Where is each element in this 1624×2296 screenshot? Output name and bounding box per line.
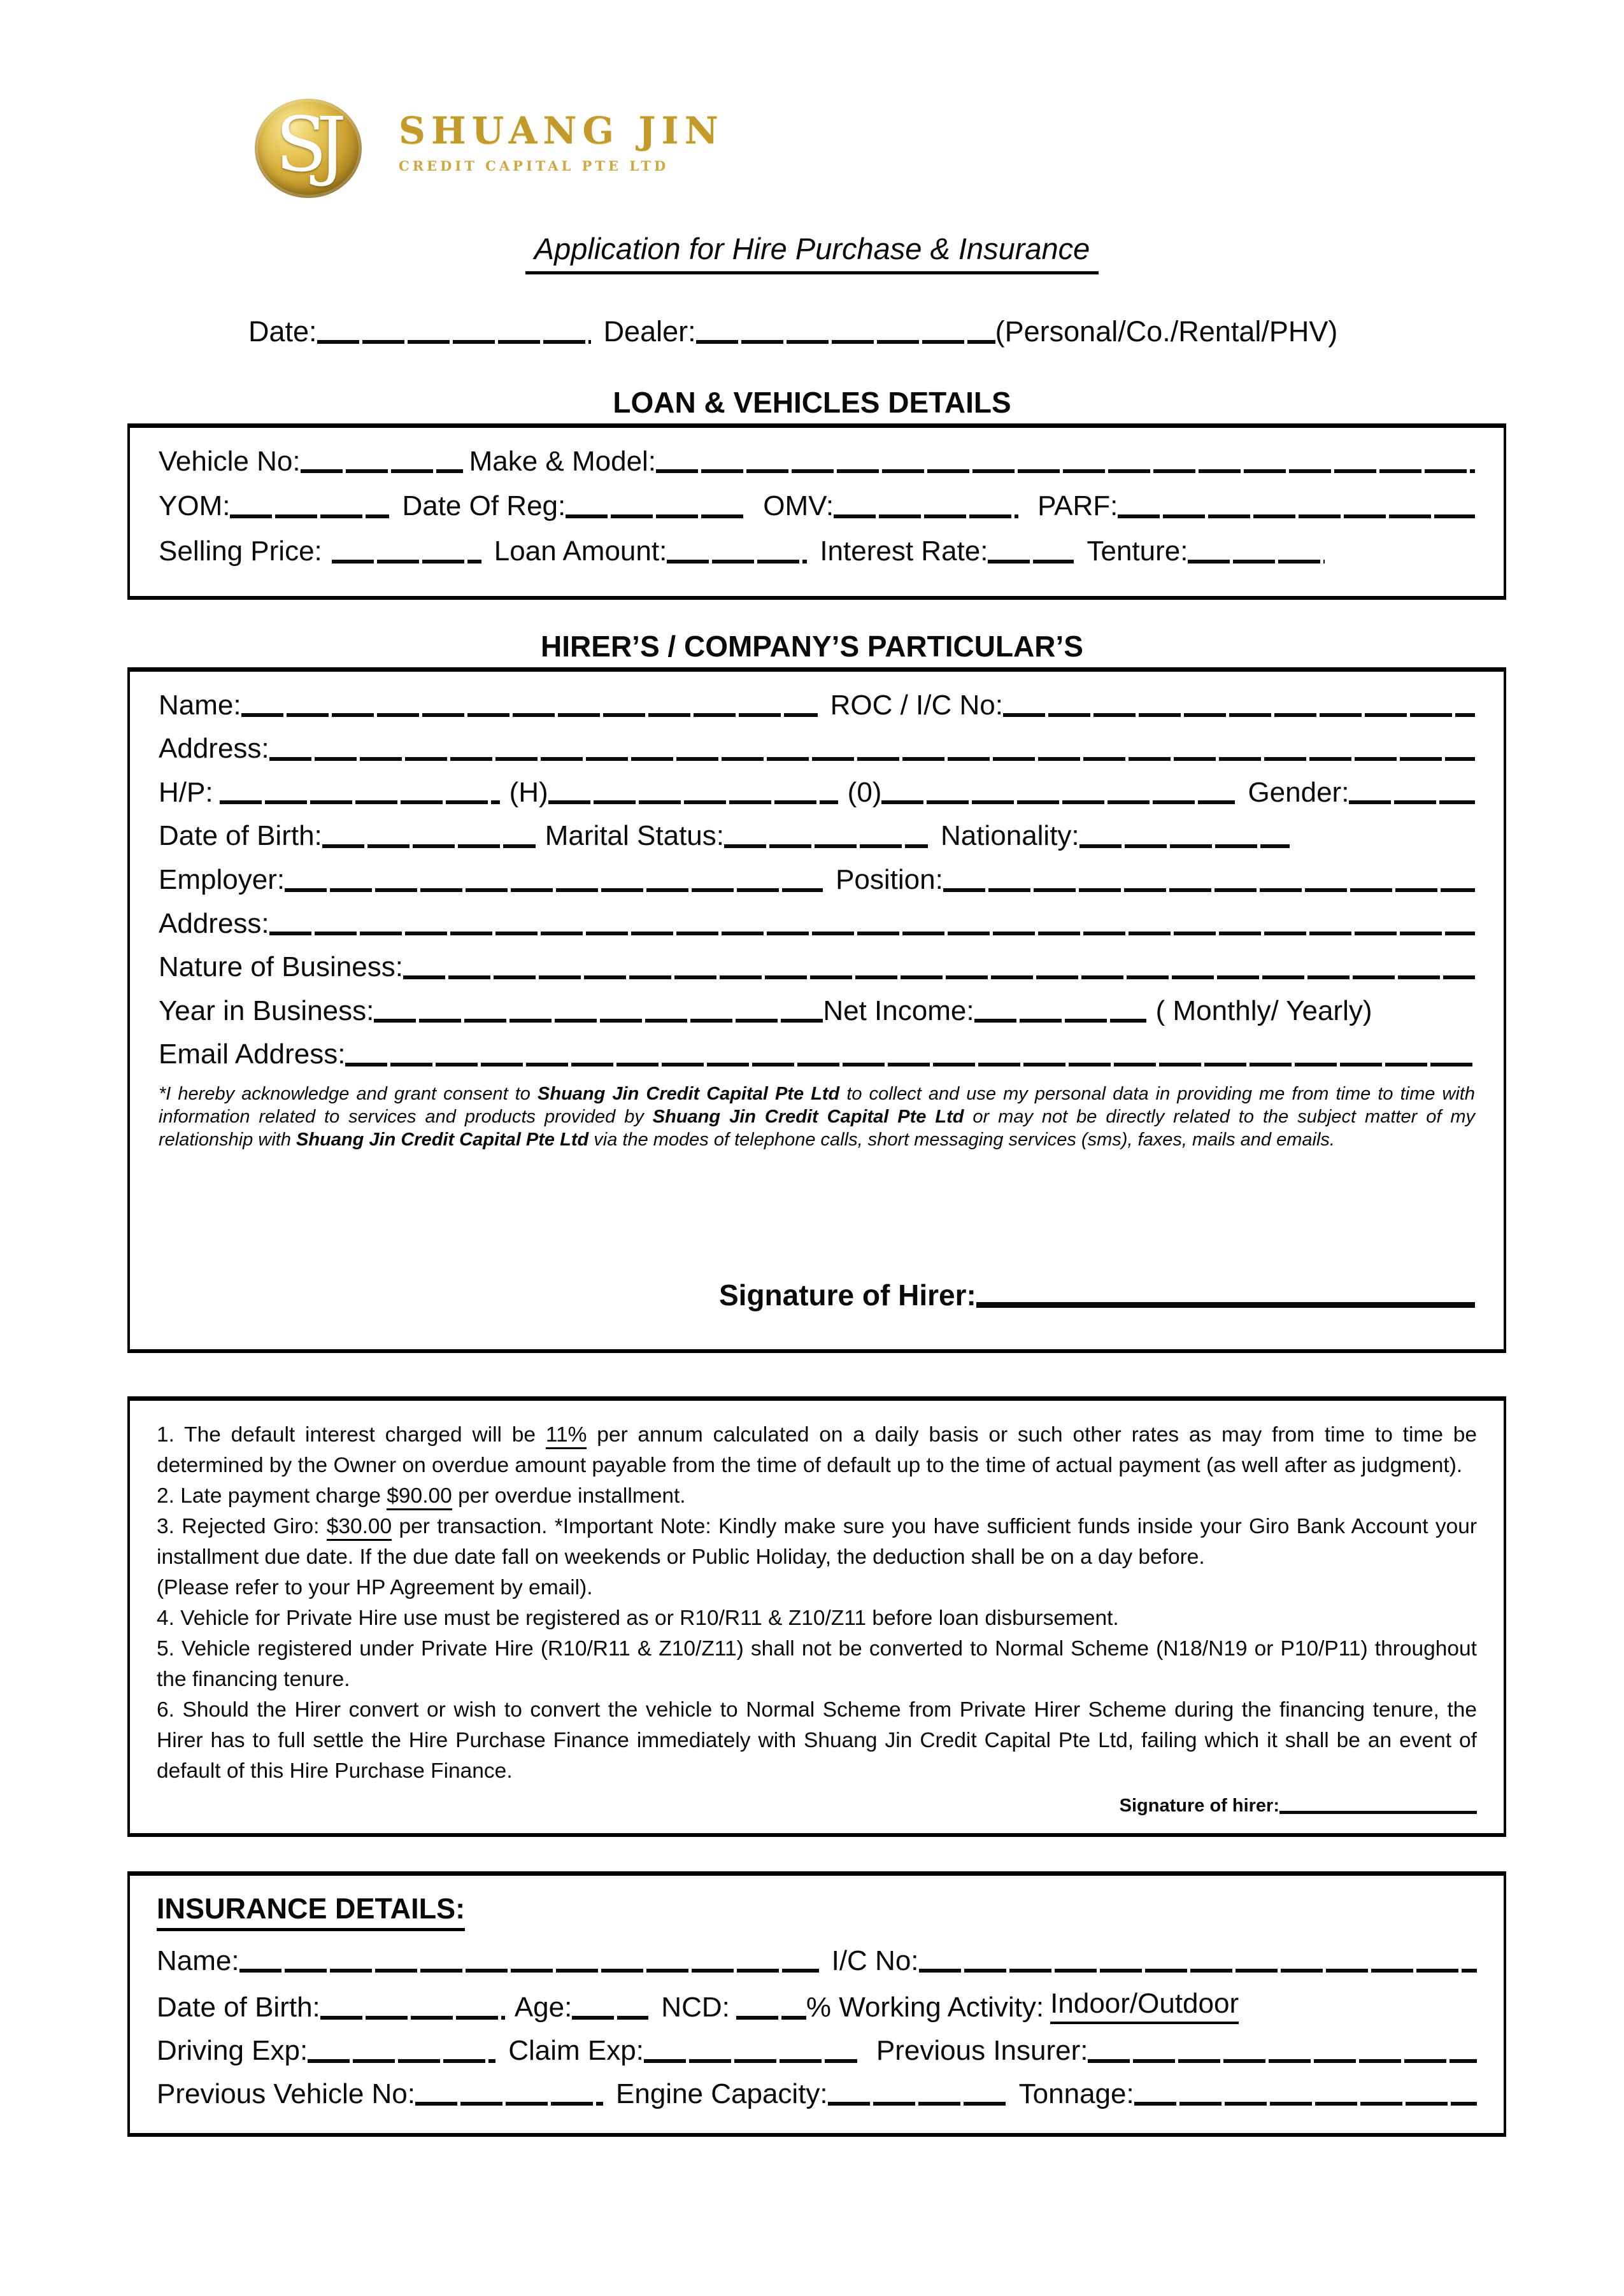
date-label: Date: bbox=[248, 315, 317, 348]
brand-name: SHUANG JIN bbox=[399, 109, 724, 153]
terms-box bbox=[127, 1396, 1506, 1837]
brand-subtitle: CREDIT CAPITAL PTE LTD bbox=[399, 157, 669, 174]
form-title bbox=[0, 231, 1624, 274]
home-phone-label: (H) bbox=[509, 776, 548, 808]
dob-label: Date of Birth: bbox=[159, 820, 322, 852]
insurance-dob-row bbox=[157, 1988, 1477, 2024]
omv-label: OMV: bbox=[763, 490, 834, 522]
parf-label: PARF: bbox=[1037, 490, 1118, 522]
office-phone-blank[interactable] bbox=[881, 800, 1235, 804]
applicant-type-note: (Personal/Co./Rental/PHV) bbox=[995, 315, 1338, 348]
insured-dob-blank[interactable] bbox=[320, 2016, 505, 2020]
tenture-label: Tenture: bbox=[1086, 535, 1188, 567]
insurance-vehicle-row bbox=[157, 2078, 1477, 2111]
ic-no-blank[interactable] bbox=[919, 1969, 1477, 1973]
hirer-email-row bbox=[159, 1038, 1475, 1071]
interest-rate-label: Interest Rate: bbox=[820, 535, 988, 567]
terms-signature-row bbox=[157, 1796, 1477, 1817]
hirer-address-row bbox=[159, 733, 1475, 765]
insured-dob-label: Date of Birth: bbox=[157, 1992, 320, 2023]
loan-row-1 bbox=[159, 446, 1475, 478]
dealer-blank[interactable] bbox=[696, 340, 995, 344]
hirer-name-label: Name: bbox=[159, 689, 241, 721]
hirer-address-label: Address: bbox=[159, 733, 269, 765]
make-model-blank[interactable] bbox=[656, 469, 1475, 473]
monthly-yearly-note: ( Monthly/ Yearly) bbox=[1155, 995, 1372, 1026]
email-label: Email Address: bbox=[159, 1038, 346, 1070]
marital-label: Marital Status: bbox=[545, 820, 724, 852]
year-in-business-blank[interactable] bbox=[374, 1019, 823, 1023]
term-item-3-note: (Please refer to your HP Agreement by email). bbox=[157, 1575, 593, 1599]
loan-details-box bbox=[127, 423, 1506, 600]
prev-vehicle-no-blank[interactable] bbox=[415, 2102, 603, 2106]
interest-rate-blank[interactable] bbox=[988, 560, 1074, 563]
roc-ic-label: ROC / I/C No: bbox=[830, 689, 1003, 721]
driving-exp-label: Driving Exp: bbox=[157, 2034, 308, 2066]
prev-insurer-label: Previous Insurer: bbox=[876, 2034, 1088, 2066]
date-of-reg-blank[interactable] bbox=[566, 514, 744, 518]
hirer-address2-row bbox=[159, 908, 1475, 940]
terms-signature-blank[interactable] bbox=[1279, 1811, 1477, 1814]
home-phone-blank[interactable] bbox=[548, 800, 838, 804]
make-model-label: Make & Model: bbox=[469, 445, 657, 477]
engine-capacity-label: Engine Capacity: bbox=[616, 2078, 828, 2109]
hirer-name-blank[interactable] bbox=[241, 713, 818, 717]
selling-price-blank[interactable] bbox=[332, 560, 481, 563]
loan-row-3 bbox=[159, 535, 1475, 568]
dob-blank[interactable] bbox=[322, 844, 536, 848]
prev-insurer-blank[interactable] bbox=[1088, 2059, 1477, 2063]
employer-blank[interactable] bbox=[285, 888, 823, 892]
ncd-label: NCD: bbox=[661, 1992, 730, 2023]
parf-blank[interactable] bbox=[1118, 514, 1475, 518]
brand-header bbox=[255, 99, 1624, 198]
hirer-signature-row bbox=[719, 1279, 1475, 1312]
hirer-address-blank[interactable] bbox=[269, 757, 1475, 761]
net-income-blank[interactable] bbox=[974, 1019, 1146, 1023]
engine-capacity-blank[interactable] bbox=[828, 2102, 1006, 2106]
hirer-nature-row bbox=[159, 951, 1475, 984]
loan-row-2 bbox=[159, 490, 1475, 523]
ic-no-label: I/C No: bbox=[831, 1945, 919, 1976]
dealer-label: Dealer: bbox=[603, 315, 696, 348]
form-title-text: Application for Hire Purchase & Insurance bbox=[525, 231, 1099, 274]
gender-label: Gender: bbox=[1248, 776, 1350, 808]
insurance-name-row bbox=[157, 1945, 1477, 1978]
tonnage-label: Tonnage: bbox=[1018, 2078, 1134, 2109]
tonnage-blank[interactable] bbox=[1134, 2102, 1477, 2106]
yom-blank[interactable] bbox=[230, 514, 389, 518]
age-blank[interactable] bbox=[572, 2016, 648, 2020]
term-item-3: 3. Rejected Giro: $30.00 per transaction. *Important Note: Kindly make sure you have sufficient funds inside your Giro Bank Account your installment due date. If the due date fall on weekends or Public Holiday, the deduction shall be on a day before. bbox=[157, 1514, 1477, 1569]
tenture-blank[interactable] bbox=[1188, 560, 1325, 563]
employer-label: Employer: bbox=[159, 863, 285, 895]
gender-blank[interactable] bbox=[1349, 800, 1475, 804]
hirer-dob-row bbox=[159, 820, 1475, 853]
insurance-exp-row bbox=[157, 2035, 1477, 2067]
net-income-label: Net Income: bbox=[823, 995, 974, 1026]
ncd-blank[interactable] bbox=[736, 2016, 806, 2020]
sj-monogram: SJ bbox=[275, 101, 336, 188]
loan-amount-blank[interactable] bbox=[667, 560, 807, 563]
hirer-signature-label: Signature of Hirer: bbox=[719, 1278, 976, 1312]
yom-label: YOM: bbox=[159, 490, 231, 522]
nationality-label: Nationality: bbox=[941, 820, 1079, 852]
position-label: Position: bbox=[836, 863, 943, 895]
term-item-5: 5. Vehicle registered under Private Hire (R10/R11 & Z10/Z11) shall not be converted to Normal Scheme (N18/N19 or P10/P11) throughout the financing tenure. bbox=[157, 1636, 1477, 1691]
hp-label: H/P: bbox=[159, 776, 213, 808]
omv-blank[interactable] bbox=[834, 514, 1018, 518]
term-item-6: 6. Should the Hirer convert or wish to convert the vehicle to Normal Scheme from Private Hirer Scheme during the financing tenure, the Hirer has to full settle the Hire Purchase Finance immediately with Shuang Jin Credit Capital Pte Ltd, failing which it shall be an event of default of this Hire Purchase Finance. bbox=[157, 1697, 1477, 1783]
insurance-heading: INSURANCE DETAILS: bbox=[157, 1892, 465, 1931]
term-item-2: 2. Late payment charge $90.00 per overdue installment. bbox=[157, 1481, 1477, 1512]
nationality-blank[interactable] bbox=[1079, 844, 1290, 848]
term-item-1: 1. The default interest charged will be 11% per annum calculated on a daily basis or such other rates as may from time to time be determined by the Owner on overdue amount payable from the time of default up to the time of actual payment (as well after as judgment). bbox=[157, 1422, 1477, 1477]
date-blank[interactable] bbox=[317, 340, 591, 344]
position-blank[interactable] bbox=[943, 888, 1475, 892]
working-activity-label: % Working Activity: bbox=[806, 1992, 1044, 2023]
nature-of-business-blank[interactable] bbox=[403, 975, 1475, 979]
hp-blank[interactable] bbox=[220, 800, 500, 804]
terms-signature-label: Signature of hirer: bbox=[1119, 1795, 1279, 1816]
employer-address-label: Address: bbox=[159, 907, 269, 939]
prev-vehicle-no-label: Previous Vehicle No: bbox=[157, 2078, 415, 2109]
pdpa-consent-text: *I hereby acknowledge and grant consent to Shuang Jin Credit Capital Pte Ltd to collect and use my personal data in providing me from time to time with information related to services and products provided by Shuang Jin Credit Capital Pte Ltd or may not be directly related to the subject matter of my relationship with Shuang Jin Credit Capital Pte Ltd via the modes of telephone calls, short messaging services (sms), faxes, mails and emails. bbox=[159, 1083, 1475, 1150]
hirer-name-row bbox=[159, 690, 1475, 722]
loan-amount-label: Loan Amount: bbox=[494, 535, 667, 567]
date-of-reg-label: Date Of Reg: bbox=[402, 490, 566, 522]
email-blank[interactable] bbox=[345, 1063, 1475, 1067]
hirer-section-heading: HIRER’S / COMPANY’S PARTICULAR’S bbox=[541, 629, 1083, 663]
insurance-details-box bbox=[127, 1871, 1506, 2137]
driving-exp-blank[interactable] bbox=[308, 2059, 495, 2063]
hirer-signature-blank[interactable] bbox=[976, 1302, 1475, 1308]
insured-name-label: Name: bbox=[157, 1945, 239, 1976]
brand-text bbox=[399, 111, 724, 174]
hirer-employer-row bbox=[159, 864, 1475, 896]
insured-name-blank[interactable] bbox=[239, 1969, 819, 1973]
term-item-4: 4. Vehicle for Private Hire use must be registered as or R10/R11 & Z10/Z11 before loan disbursement. bbox=[157, 1606, 1119, 1630]
hirer-particulars-box bbox=[127, 667, 1506, 1353]
hirer-phone-row bbox=[159, 777, 1475, 809]
roc-ic-blank[interactable] bbox=[1003, 713, 1475, 717]
nature-of-business-label: Nature of Business: bbox=[159, 951, 403, 983]
hirer-year-business-row bbox=[159, 995, 1475, 1028]
marital-blank[interactable] bbox=[724, 844, 928, 848]
loan-section-heading: LOAN & VEHICLES DETAILS bbox=[613, 385, 1011, 419]
claim-exp-label: Claim Exp: bbox=[508, 2034, 644, 2066]
date-dealer-row bbox=[248, 315, 1398, 348]
year-in-business-label: Year in Business: bbox=[159, 995, 374, 1026]
vehicle-no-blank[interactable] bbox=[301, 469, 463, 473]
shuang-jin-logo-icon bbox=[255, 99, 362, 198]
office-phone-label: (0) bbox=[847, 776, 882, 808]
selling-price-label: Selling Price: bbox=[159, 535, 322, 567]
age-label: Age: bbox=[514, 1992, 573, 2023]
claim-exp-blank[interactable] bbox=[644, 2059, 857, 2063]
indoor-outdoor-choice: Indoor/Outdoor bbox=[1050, 1988, 1239, 2024]
employer-address-blank[interactable] bbox=[269, 932, 1475, 935]
vehicle-no-label: Vehicle No: bbox=[159, 445, 301, 477]
